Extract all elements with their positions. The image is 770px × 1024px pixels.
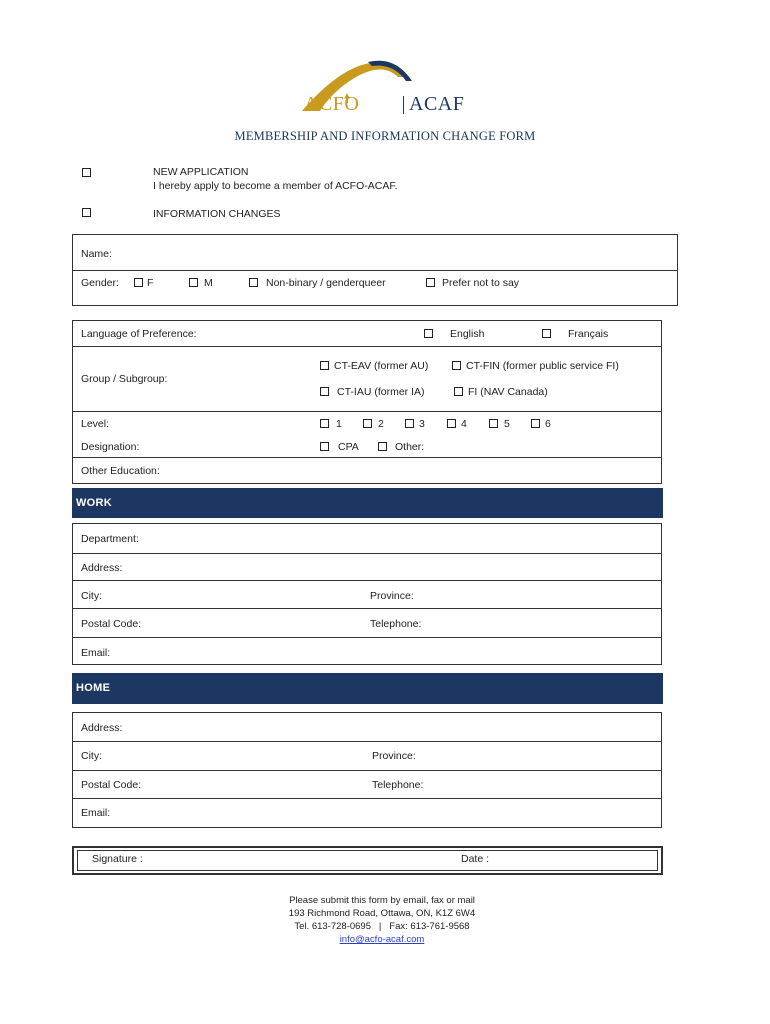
work-postal-label: Postal Code: (81, 618, 142, 630)
work-city-label: City: (81, 590, 102, 602)
group-fi-nav-checkbox[interactable] (454, 387, 463, 396)
logo-divider (403, 96, 404, 114)
level-3-label: 3 (419, 418, 425, 430)
gender-m-checkbox[interactable] (189, 278, 198, 287)
designation-label: Designation: (81, 441, 140, 453)
name-label: Name: (81, 248, 112, 260)
profile-box (72, 320, 662, 484)
work-telephone-label: Telephone: (370, 618, 422, 630)
divider (72, 637, 662, 638)
designation-other-checkbox[interactable] (378, 442, 387, 451)
divider (72, 741, 662, 742)
divider (72, 411, 662, 412)
level-2-label: 2 (378, 418, 384, 430)
level-5-checkbox[interactable] (489, 419, 498, 428)
designation-cpa-label: CPA (338, 441, 359, 453)
group-label: Group / Subgroup: (81, 373, 168, 385)
logo-text-acfo: ACFO (304, 93, 360, 115)
divider (72, 580, 662, 581)
level-label: Level: (81, 418, 110, 430)
level-1-checkbox[interactable] (320, 419, 329, 428)
footer-instructions: Please submit this form by email, fax or mail (289, 895, 475, 906)
home-telephone-label: Telephone: (372, 779, 424, 791)
new-application-label: NEW APPLICATION (153, 166, 249, 178)
language-english-label: English (450, 328, 485, 340)
group-ct-eav-label: CT-EAV (former AU) (334, 360, 429, 372)
home-email-label: Email: (81, 807, 111, 819)
level-4-label: 4 (461, 418, 467, 430)
divider (72, 798, 662, 799)
footer (190, 894, 574, 946)
language-francais-checkbox[interactable] (542, 329, 551, 338)
divider (72, 457, 662, 458)
language-label: Language of Preference: (81, 328, 197, 340)
gender-prefer-not-checkbox[interactable] (426, 278, 435, 287)
designation-cpa-checkbox[interactable] (320, 442, 329, 451)
level-6-label: 6 (545, 418, 551, 430)
level-2-checkbox[interactable] (363, 419, 372, 428)
divider (72, 608, 662, 609)
home-postal-label: Postal Code: (81, 779, 142, 791)
group-ct-fin-label: CT-FIN (former public service FI) (466, 360, 619, 372)
form-title: MEMBERSHIP AND INFORMATION CHANGE FORM (234, 129, 536, 143)
logo-text-acaf: ACAF (409, 93, 465, 115)
footer-email-link[interactable]: info@acfo-acaf.com (339, 934, 425, 945)
home-province-label: Province: (372, 750, 416, 762)
work-section-header (72, 488, 663, 518)
language-francais-label: Français (568, 328, 609, 340)
gender-m-label: M (204, 277, 213, 289)
information-changes-label: INFORMATION CHANGES (153, 208, 281, 220)
group-ct-eav-checkbox[interactable] (320, 361, 329, 370)
date-label: Date : (461, 853, 490, 865)
divider (72, 270, 678, 271)
work-heading: WORK (76, 497, 113, 509)
divider (72, 553, 662, 554)
signature-label: Signature : (92, 853, 143, 865)
gender-f-label: F (147, 277, 154, 289)
group-ct-fin-checkbox[interactable] (452, 361, 461, 370)
designation-other-label: Other: (395, 441, 425, 453)
work-email-label: Email: (81, 647, 111, 659)
group-ct-iau-checkbox[interactable] (320, 387, 329, 396)
home-city-label: City: (81, 750, 102, 762)
gender-label: Gender: (81, 277, 119, 289)
footer-address: 193 Richmond Road, Ottawa, ON, K1Z 6W4 (288, 908, 476, 919)
group-fi-nav-label: FI (NAV Canada) (468, 386, 548, 398)
language-english-checkbox[interactable] (424, 329, 433, 338)
home-section-header (72, 673, 663, 704)
home-heading: HOME (76, 682, 111, 694)
level-4-checkbox[interactable] (447, 419, 456, 428)
group-ct-iau-label: CT-IAU (former IA) (337, 386, 425, 398)
gender-nonbinary-label: Non-binary / genderqueer (266, 277, 386, 289)
level-5-label: 5 (504, 418, 510, 430)
new-application-description: I hereby apply to become a member of ACFO-ACAF. (153, 180, 398, 192)
gender-prefer-not-label: Prefer not to say (442, 277, 520, 289)
new-application-checkbox[interactable] (82, 168, 91, 177)
divider (72, 346, 662, 347)
gender-f-checkbox[interactable] (134, 278, 143, 287)
home-address-label: Address: (81, 722, 123, 734)
work-department-label: Department: (81, 533, 139, 545)
level-1-label: 1 (336, 418, 342, 430)
gender-nonbinary-checkbox[interactable] (249, 278, 258, 287)
signature-inner-box (77, 850, 658, 871)
work-province-label: Province: (370, 590, 414, 602)
level-3-checkbox[interactable] (405, 419, 414, 428)
divider (72, 770, 662, 771)
level-6-checkbox[interactable] (531, 419, 540, 428)
footer-phone-fax: Tel. 613-728-0695 | Fax: 613-761-9568 (294, 921, 470, 932)
work-address-label: Address: (81, 562, 123, 574)
work-info-box (72, 523, 662, 665)
information-changes-checkbox[interactable] (82, 208, 91, 217)
other-education-label: Other Education: (81, 465, 160, 477)
